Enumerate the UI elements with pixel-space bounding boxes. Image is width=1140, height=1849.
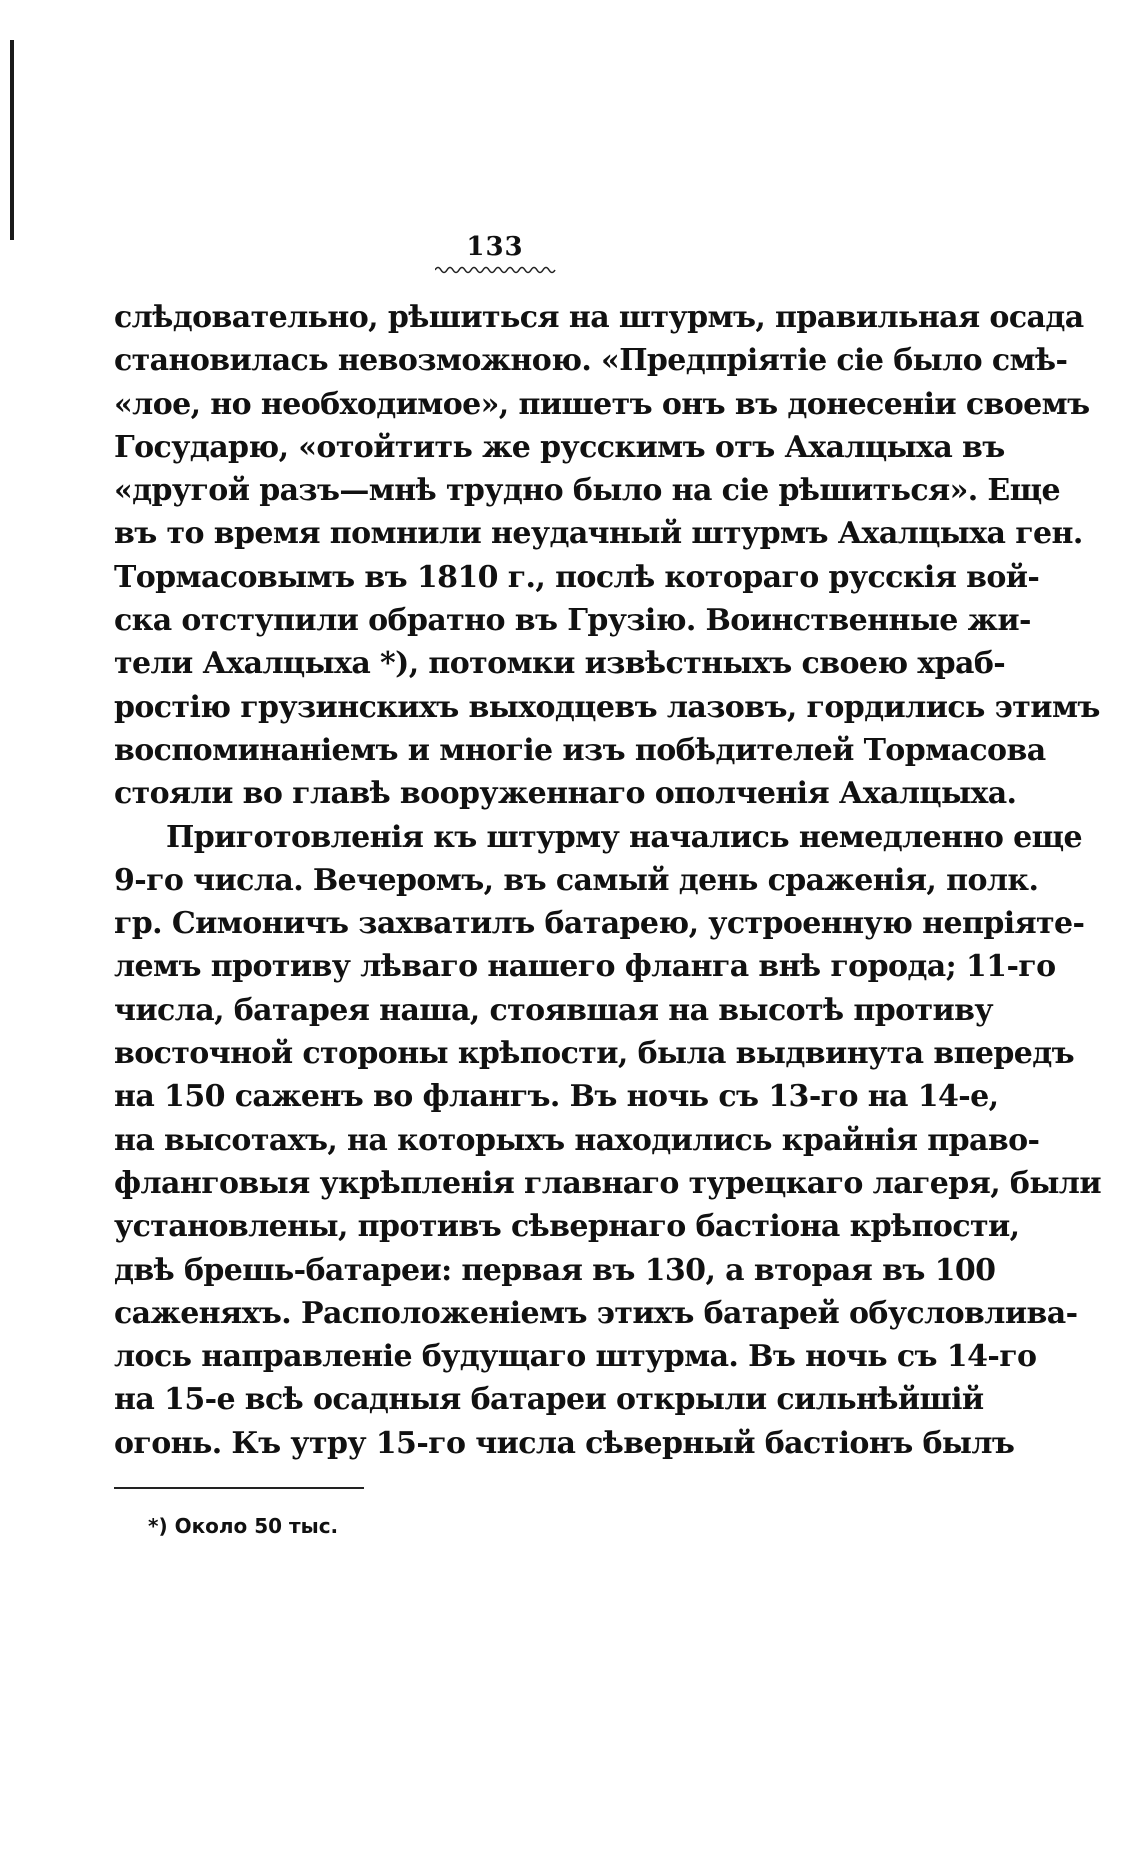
footnote: *) Около 50 тыс. <box>148 1514 339 1538</box>
text-line: воспоминаніемъ и многіе изъ побѣдителей Тормасова <box>114 732 1046 768</box>
text-line: становилась невозможною. «Предпріятіе сіе было смѣ- <box>114 343 1068 379</box>
text-line: числа, батарея наша, стоявшая на высотѣ противу <box>114 992 994 1028</box>
scan-edge-mark <box>10 40 14 240</box>
header-ornament <box>435 264 557 274</box>
text-line: Государю, «отойтить же русскимъ отъ Ахалцыха въ <box>114 429 1005 465</box>
text-line: на высотахъ, на которыхъ находились крайнія право- <box>114 1122 1040 1158</box>
text-line: Тормасовымъ въ 1810 г., послѣ котораго русскія вой- <box>114 559 1040 595</box>
text-line: стояли во главѣ вооруженнаго ополченія Ахалцыха. <box>114 776 1017 812</box>
text-line: слѣдовательно, рѣшиться на штурмъ, правильная осада <box>114 300 1084 335</box>
text-line: гр. Симоничъ захватилъ батарею, устроенную непріяте- <box>114 906 1085 942</box>
text-line: «лое, но необходимое», пишетъ онъ въ донесеніи своемъ <box>114 386 1090 422</box>
footnote-divider <box>114 1487 364 1489</box>
text-line: лемъ противу лѣваго нашего фланга внѣ города; 11-го <box>114 949 1056 985</box>
text-line: лось направленіе будущаго штурма. Въ ночь съ 14-го <box>114 1339 1037 1375</box>
paragraph <box>114 816 1102 1465</box>
text-line: двѣ брешь-батареи: первая въ 130, а вторая въ 100 <box>114 1252 996 1288</box>
body-text <box>114 296 1102 1465</box>
text-line: въ то время помнили неудачный штурмъ Ахалцыха ген. <box>114 516 1083 552</box>
text-line: на 15-е всѣ осадныя батареи открыли сильнѣйшій <box>114 1382 984 1418</box>
text-line: ростію грузинскихъ выходцевъ лазовъ, гордились этимъ <box>114 689 1100 725</box>
text-line: ска отступили обратно въ Грузію. Воинственные жи- <box>114 603 1031 639</box>
text-line: Приготовленія къ штурму начались немедленно еще <box>166 819 1082 855</box>
text-line: тели Ахалцыха *), потомки извѣстныхъ своею храб- <box>114 646 1006 682</box>
text-line: установлены, противъ сѣвернаго бастіона крѣпости, <box>114 1209 1020 1245</box>
text-line: «другой разъ—мнѣ трудно было на сіе рѣшиться». Еще <box>114 473 1061 509</box>
text-line: 9-го числа. Вечеромъ, въ самый день сраженія, полк. <box>114 862 1039 898</box>
text-line: восточной стороны крѣпости, была выдвинута впередъ <box>114 1036 1075 1072</box>
paragraph <box>114 296 1100 816</box>
text-line: на 150 саженъ во флангъ. Въ ночь съ 13-го на 14-е, <box>114 1079 999 1115</box>
text-line: огонь. Къ утру 15-го числа сѣверный бастіонъ былъ <box>114 1425 1015 1461</box>
text-line: фланговыя укрѣпленія главнаго турецкаго лагеря, были <box>114 1165 1102 1201</box>
text-line: саженяхъ. Расположеніемъ этихъ батарей обусловлива- <box>114 1295 1078 1331</box>
page-number: 133 <box>466 232 524 262</box>
